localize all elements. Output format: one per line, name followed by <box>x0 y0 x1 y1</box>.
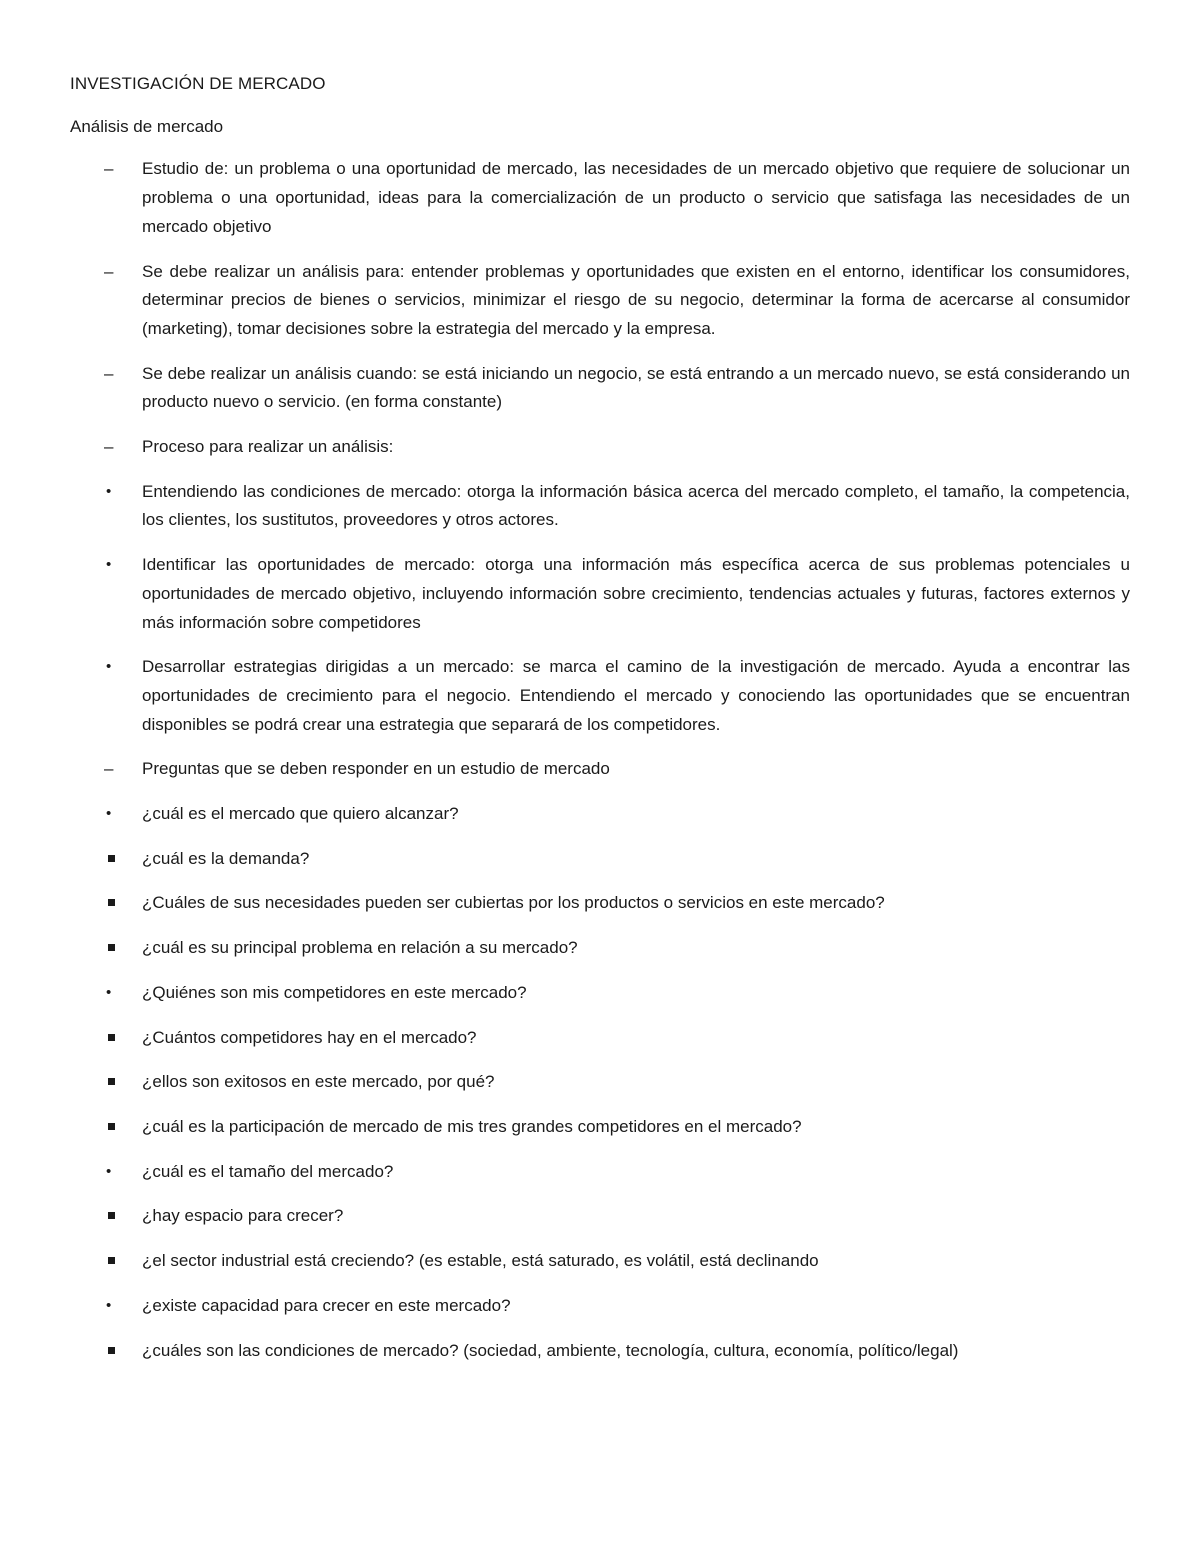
dash-marker: – <box>104 363 114 383</box>
dash-item <box>70 155 1130 241</box>
square-bullet-item <box>70 1068 1130 1097</box>
dash-marker: – <box>104 759 114 779</box>
dash-item <box>70 360 1130 417</box>
bullet-marker: • <box>106 1296 112 1314</box>
nested-list <box>142 845 1130 963</box>
outline-list <box>70 155 1130 1365</box>
bullet-marker: • <box>106 983 112 1001</box>
bullet-item <box>72 979 1130 1142</box>
list-item-text: ¿cuál es la participación de mercado de mis tres grandes competidores en el mercado? <box>142 1116 802 1136</box>
bullet-item <box>72 1292 1130 1365</box>
dash-item <box>70 755 1130 1365</box>
section-title: Análisis de mercado <box>70 116 224 136</box>
list-item-text: Desarrollar estrategias dirigidas a un mercado: se marca el camino de la investigación de mercado. Ayuda a encontrar las oportunidades de crecimiento para el negocio. Entendiendo el mercado y conociendo las oportunidades que se encuentran disponibles se podrá crear una estrategia que separará de los competidores. <box>142 657 1130 734</box>
document-page <box>70 70 1130 1381</box>
dash-item <box>70 258 1130 344</box>
bullet-marker: • <box>106 658 112 676</box>
square-bullet-icon <box>108 1257 115 1264</box>
list-item-text: ¿Cuántos competidores hay en el mercado? <box>142 1027 477 1047</box>
bullet-marker: • <box>106 1162 112 1180</box>
nested-list <box>142 1337 1130 1366</box>
dash-item <box>70 433 1130 739</box>
list-item-text: ¿Quiénes son mis competidores en este mercado? <box>142 982 527 1002</box>
square-bullet-icon <box>108 1347 115 1354</box>
list-item-text: Entendiendo las condiciones de mercado: otorga la información básica acerca del mercado completo, el tamaño, la competencia, los clientes, los sustitutos, proveedores y otros actores. <box>142 481 1130 530</box>
bullet-item <box>72 653 1130 739</box>
list-item-text: ¿cuál es la demanda? <box>142 848 310 868</box>
dash-marker: – <box>104 261 114 281</box>
bullet-item <box>72 800 1130 963</box>
list-item-text: Proceso para realizar un análisis: <box>142 437 394 457</box>
nested-list <box>142 1202 1130 1275</box>
square-bullet-item <box>70 845 1130 874</box>
square-bullet-item <box>70 1024 1130 1053</box>
dash-marker: – <box>104 437 114 457</box>
square-bullet-icon <box>108 1212 115 1219</box>
square-bullet-icon <box>108 899 115 906</box>
list-item-text: ¿cuál es su principal problema en relación a su mercado? <box>142 938 578 958</box>
nested-list <box>106 800 1130 1365</box>
list-item-text: ¿el sector industrial está creciendo? (es estable, está saturado, es volátil, está declinando <box>142 1251 819 1271</box>
list-item-text: ¿Cuáles de sus necesidades pueden ser cubiertas por los productos o servicios en este mercado? <box>142 893 885 913</box>
nested-list <box>106 478 1130 740</box>
document-title: INVESTIGACIÓN DE MERCADO <box>70 74 326 93</box>
square-bullet-item <box>70 1337 1130 1366</box>
bullet-item <box>72 478 1130 535</box>
list-item-text: Identificar las oportunidades de mercado: otorga una información más específica acerca de sus problemas potenciales u oportunidades de mercado objetivo, incluyendo información sobre crecimiento, tendencias actuales y futuras, factores externos y más información sobre competidores <box>142 555 1130 632</box>
list-item-text: ¿ellos son exitosos en este mercado, por qué? <box>142 1072 495 1092</box>
square-bullet-icon <box>108 1123 115 1130</box>
square-bullet-item <box>70 889 1130 918</box>
square-bullet-icon <box>108 944 115 951</box>
square-bullet-item <box>70 1113 1130 1142</box>
square-bullet-item <box>70 1247 1130 1276</box>
list-item-text: ¿hay espacio para crecer? <box>142 1206 344 1226</box>
nested-list <box>142 1024 1130 1142</box>
square-bullet-item <box>70 1202 1130 1231</box>
bullet-item <box>72 551 1130 637</box>
list-item-text: Preguntas que se deben responder en un estudio de mercado <box>142 759 610 779</box>
list-item-text: ¿cuál es el tamaño del mercado? <box>142 1161 394 1181</box>
list-item-text: Se debe realizar un análisis para: entender problemas y oportunidades que existen en el entorno, identificar los consumidores, determinar precios de bienes o servicios, minimizar el riesgo de su negocio, determinar la forma de acercarse al consumidor (marketing), tomar decisiones sobre la estrategia del mercado y la empresa. <box>142 261 1130 338</box>
bullet-item <box>72 1158 1130 1276</box>
bullet-marker: • <box>106 482 112 500</box>
list-item-text: ¿existe capacidad para crecer en este mercado? <box>142 1295 511 1315</box>
bullet-marker: • <box>106 556 112 574</box>
square-bullet-item <box>70 934 1130 963</box>
list-item-text: ¿cuáles son las condiciones de mercado? (sociedad, ambiente, tecnología, cultura, economía, político/legal) <box>142 1340 959 1360</box>
square-bullet-icon <box>108 1034 115 1041</box>
dash-marker: – <box>104 159 114 179</box>
square-bullet-icon <box>108 1078 115 1085</box>
list-item-text: Se debe realizar un análisis cuando: se está iniciando un negocio, se está entrando a un mercado nuevo, se está considerando un producto nuevo o servicio. (en forma constante) <box>142 363 1130 412</box>
list-item-text: ¿cuál es el mercado que quiero alcanzar? <box>142 804 459 824</box>
bullet-marker: • <box>106 805 112 823</box>
square-bullet-icon <box>108 855 115 862</box>
list-item-text: Estudio de: un problema o una oportunidad de mercado, las necesidades de un mercado objetivo que requiere de solucionar un problema o una oportunidad, ideas para la comercialización de un producto o servicio que satisfaga las necesidades de un mercado objetivo <box>142 159 1130 236</box>
